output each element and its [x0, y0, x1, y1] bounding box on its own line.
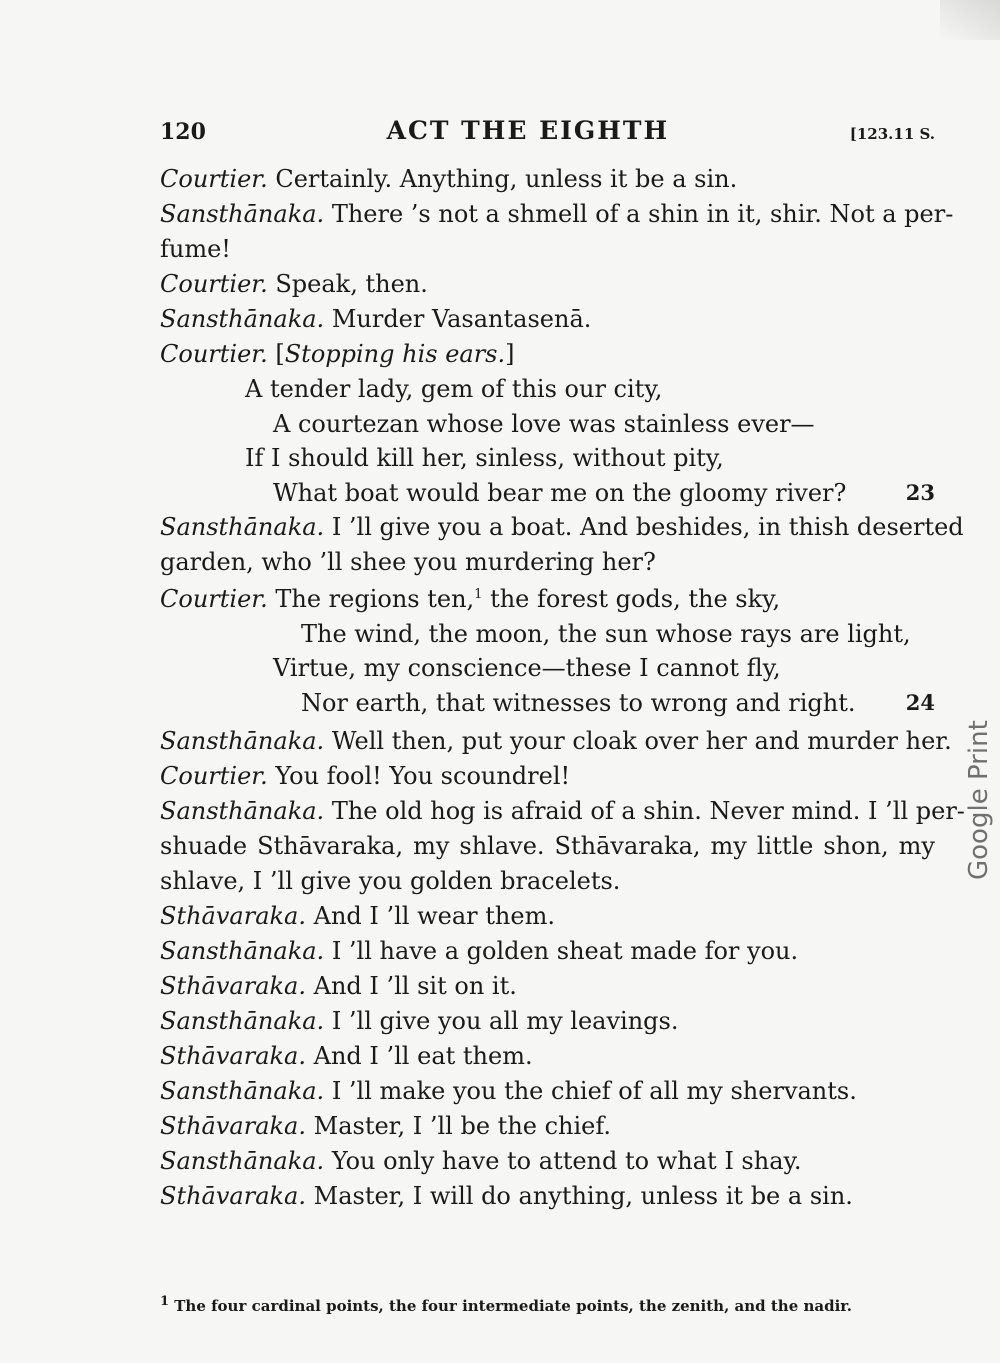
- dialogue-line: [160, 1179, 935, 1214]
- dialogue-line: [160, 1004, 935, 1039]
- dialogue-line: [160, 794, 965, 829]
- dialogue-text: I ’ll give you a boat. And beshides, in thish deserted: [324, 513, 964, 541]
- speaker-name: Sansthānaka.: [160, 1147, 325, 1175]
- dialogue-text: Certainly. Anything, unless it be a sin.: [267, 165, 738, 193]
- footnote: [160, 1294, 853, 1315]
- speaker-name: Courtier.: [160, 270, 268, 298]
- dialogue-line: [160, 1144, 935, 1179]
- dialogue-text: There ’s not a shmell of a shin in it, shir. Not a per-: [324, 200, 954, 228]
- dialogue-text: Master, I will do anything, unless it be a sin.: [305, 1182, 853, 1210]
- verse-23: [160, 372, 935, 510]
- verse-line: If I should kill her, sinless, without pity,: [245, 444, 724, 472]
- speaker-name: Sthāvaraka.: [160, 902, 306, 930]
- dialogue-text: And I ’ll eat them.: [305, 1042, 533, 1070]
- dialogue-line: [160, 724, 952, 759]
- google-print-watermark: Google Print: [964, 720, 994, 880]
- page-number: 120: [160, 119, 206, 145]
- speaker-name: Sansthānaka.: [160, 200, 325, 228]
- speaker-name: Sansthānaka.: [160, 727, 325, 755]
- dialogue-line: [160, 582, 935, 617]
- verse-line: Virtue, my conscience—these I cannot fly,: [273, 654, 781, 682]
- footnote-number: 1: [160, 1294, 170, 1309]
- dialogue-line: [160, 302, 935, 337]
- dialogue-line: [160, 510, 964, 545]
- speaker-name: Sthāvaraka.: [160, 1112, 306, 1140]
- verse-text: What boat would bear me on the gloomy river?: [273, 478, 847, 507]
- verse-number: 23: [905, 479, 935, 505]
- speaker-name: Sansthānaka.: [160, 513, 325, 541]
- speaker-name: Courtier.: [160, 762, 268, 790]
- dialogue-line: [160, 1109, 935, 1144]
- dialogue-line: [160, 934, 935, 969]
- verse-line-last: [160, 686, 935, 721]
- page-corner-shadow: [940, 0, 1000, 40]
- footnote-marker: 1: [474, 587, 483, 602]
- speaker-name: Courtier.: [160, 165, 268, 193]
- dialogue-line: [160, 337, 935, 372]
- section-reference: [123.11 S.: [849, 125, 935, 143]
- speaker-name: Sthāvaraka.: [160, 972, 306, 1000]
- dialogue-line: [160, 899, 935, 934]
- dialogue-line: [160, 197, 954, 232]
- stage-direction: Stopping his ears.: [284, 340, 506, 368]
- act-title: ACT THE EIGHTH: [386, 116, 670, 145]
- dialogue-text: the forest gods, the sky,: [482, 585, 781, 613]
- dialogue-text: Murder Vasantasenā.: [324, 305, 592, 333]
- dialogue-text: Speak, then.: [267, 270, 428, 298]
- dialogue-text: The regions ten,: [267, 585, 475, 613]
- dialogue-line: [160, 267, 935, 302]
- running-header: [160, 112, 935, 150]
- speaker-name: Sansthānaka.: [160, 1077, 325, 1105]
- speaker-name: Sansthānaka.: [160, 1007, 325, 1035]
- dialogue-continuation: fume!: [160, 235, 231, 263]
- speaker-name: Sansthānaka.: [160, 305, 325, 333]
- speaker-name: Sthāvaraka.: [160, 1182, 306, 1210]
- bracket-close: ]: [505, 340, 515, 368]
- dialogue-text: I ’ll give you all my leavings.: [324, 1007, 679, 1035]
- dialogue-text: Well then, put your cloak over her and murder her.: [324, 727, 952, 755]
- book-page: [160, 112, 965, 1214]
- speaker-name: Sthāvaraka.: [160, 1042, 306, 1070]
- verse-line: A tender lady, gem of this our city,: [245, 375, 663, 403]
- dialogue-text: I ’ll make you the chief of all my shervants.: [324, 1077, 857, 1105]
- speaker-name: Courtier.: [160, 585, 268, 613]
- dialogue-text: And I ’ll wear them.: [305, 902, 555, 930]
- dialogue-line: [160, 969, 935, 1004]
- dialogue-continuation: garden, who ’ll shee you murdering her?: [160, 548, 656, 576]
- verse-number: 24: [905, 689, 935, 715]
- dialogue-text: And I ’ll sit on it.: [305, 972, 517, 1000]
- dialogue-line: [160, 162, 935, 197]
- verse-line: A courtezan whose love was stainless ever—: [273, 409, 815, 438]
- dialogue-line: [160, 1074, 935, 1109]
- verse-24: [160, 617, 935, 721]
- verse-line: The wind, the moon, the sun whose rays are light,: [301, 619, 911, 648]
- bracket-open: [: [267, 340, 285, 368]
- dialogue-text: The old hog is afraid of a shin. Never mind. I ’ll per-: [324, 797, 965, 825]
- dialogue-text: You fool! You scoundrel!: [267, 762, 571, 790]
- speaker-name: Sansthānaka.: [160, 937, 325, 965]
- verse-text: Nor earth, that witnesses to wrong and right.: [301, 688, 856, 717]
- speaker-name: Courtier.: [160, 340, 268, 368]
- dialogue-text: You only have to attend to what I shay.: [324, 1147, 802, 1175]
- speaker-name: Sansthānaka.: [160, 797, 325, 825]
- dialogue-continuation: shlave, I ’ll give you golden bracelets.: [160, 867, 621, 895]
- dialogue-line: [160, 759, 935, 794]
- verse-line-last: [160, 476, 935, 511]
- footnote-text: The four cardinal points, the four intermediate points, the zenith, and the nadir.: [169, 1297, 853, 1315]
- dialogue-line: [160, 1039, 935, 1074]
- dialogue-text: Master, I ’ll be the chief.: [305, 1112, 612, 1140]
- dialogue-text: I ’ll have a golden sheat made for you.: [324, 937, 799, 965]
- dialogue-continuation: shuade Sthāvaraka, my shlave. Sthāvaraka, my little shon, my: [160, 832, 935, 860]
